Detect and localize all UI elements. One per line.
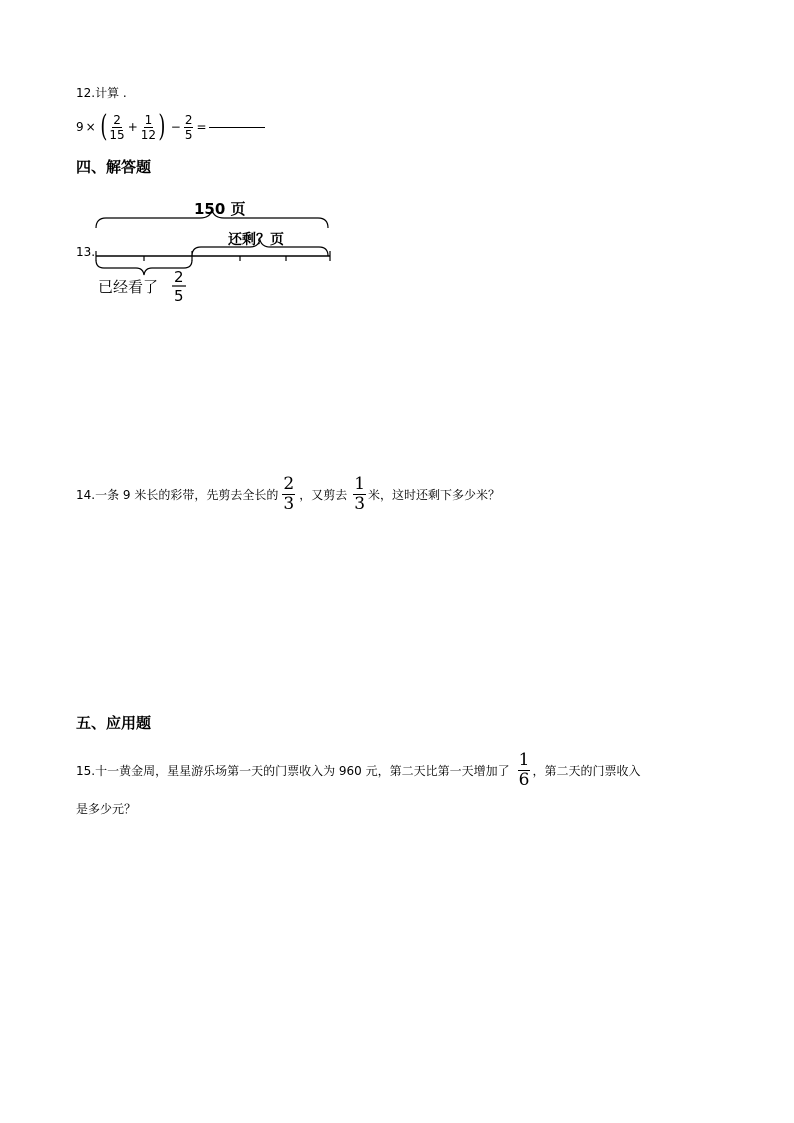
equals-sign: =	[196, 120, 207, 134]
fraction-1-12: $\frac{1}{12}$	[140, 112, 157, 142]
minus-sign: −	[170, 120, 181, 134]
question-15-text-2: ，第二天的门票收入	[532, 764, 641, 778]
fraction-2-5: $\frac{2}{5}$	[184, 112, 193, 142]
read-fraction-numerator: 2	[174, 268, 184, 286]
fraction-2-3: $\frac{2}{3}$	[283, 474, 295, 514]
question-12-expression	[76, 109, 265, 144]
question-15-text-1: 15.十一黄金周，星星游乐场第一天的门票收入为 960 元，第二天比第一天增加了	[76, 764, 510, 778]
read-label: 已经看了	[98, 278, 159, 296]
question-14-text-2: ，又剪去	[299, 488, 348, 502]
question-14-text-1: 14.一条 9 米长的彩带，先剪去全长的	[76, 488, 279, 502]
question-15-line-2: 是多少元？	[76, 802, 137, 816]
question-12-label: 12.计算 .	[76, 86, 127, 100]
question-13-number: 13.	[76, 245, 96, 259]
right-paren: )	[158, 109, 166, 144]
plus-sign: +	[127, 120, 138, 134]
total-label: 150 页	[194, 200, 246, 218]
section-4-heading: 四、解答题	[76, 158, 152, 176]
number-nine: 9	[76, 120, 84, 134]
page-count-diagram	[92, 196, 337, 306]
fraction-1-6: $\frac{1}{6}$	[518, 750, 530, 790]
answer-blank	[209, 126, 265, 128]
section-5-heading: 五、应用题	[76, 714, 152, 732]
read-fraction-denominator: 5	[174, 287, 184, 305]
question-15-line-1	[76, 752, 640, 789]
fraction-2-15: $\frac{2}{15}$	[109, 112, 125, 142]
remaining-label: 还剩？页	[228, 232, 284, 248]
fraction-1-3: $\frac{1}{3}$	[354, 474, 366, 514]
times-sign: ×	[85, 120, 96, 134]
question-14-text-3: 米，这时还剩下多少米？	[368, 488, 501, 502]
question-14	[76, 476, 500, 513]
left-paren: (	[100, 109, 108, 144]
